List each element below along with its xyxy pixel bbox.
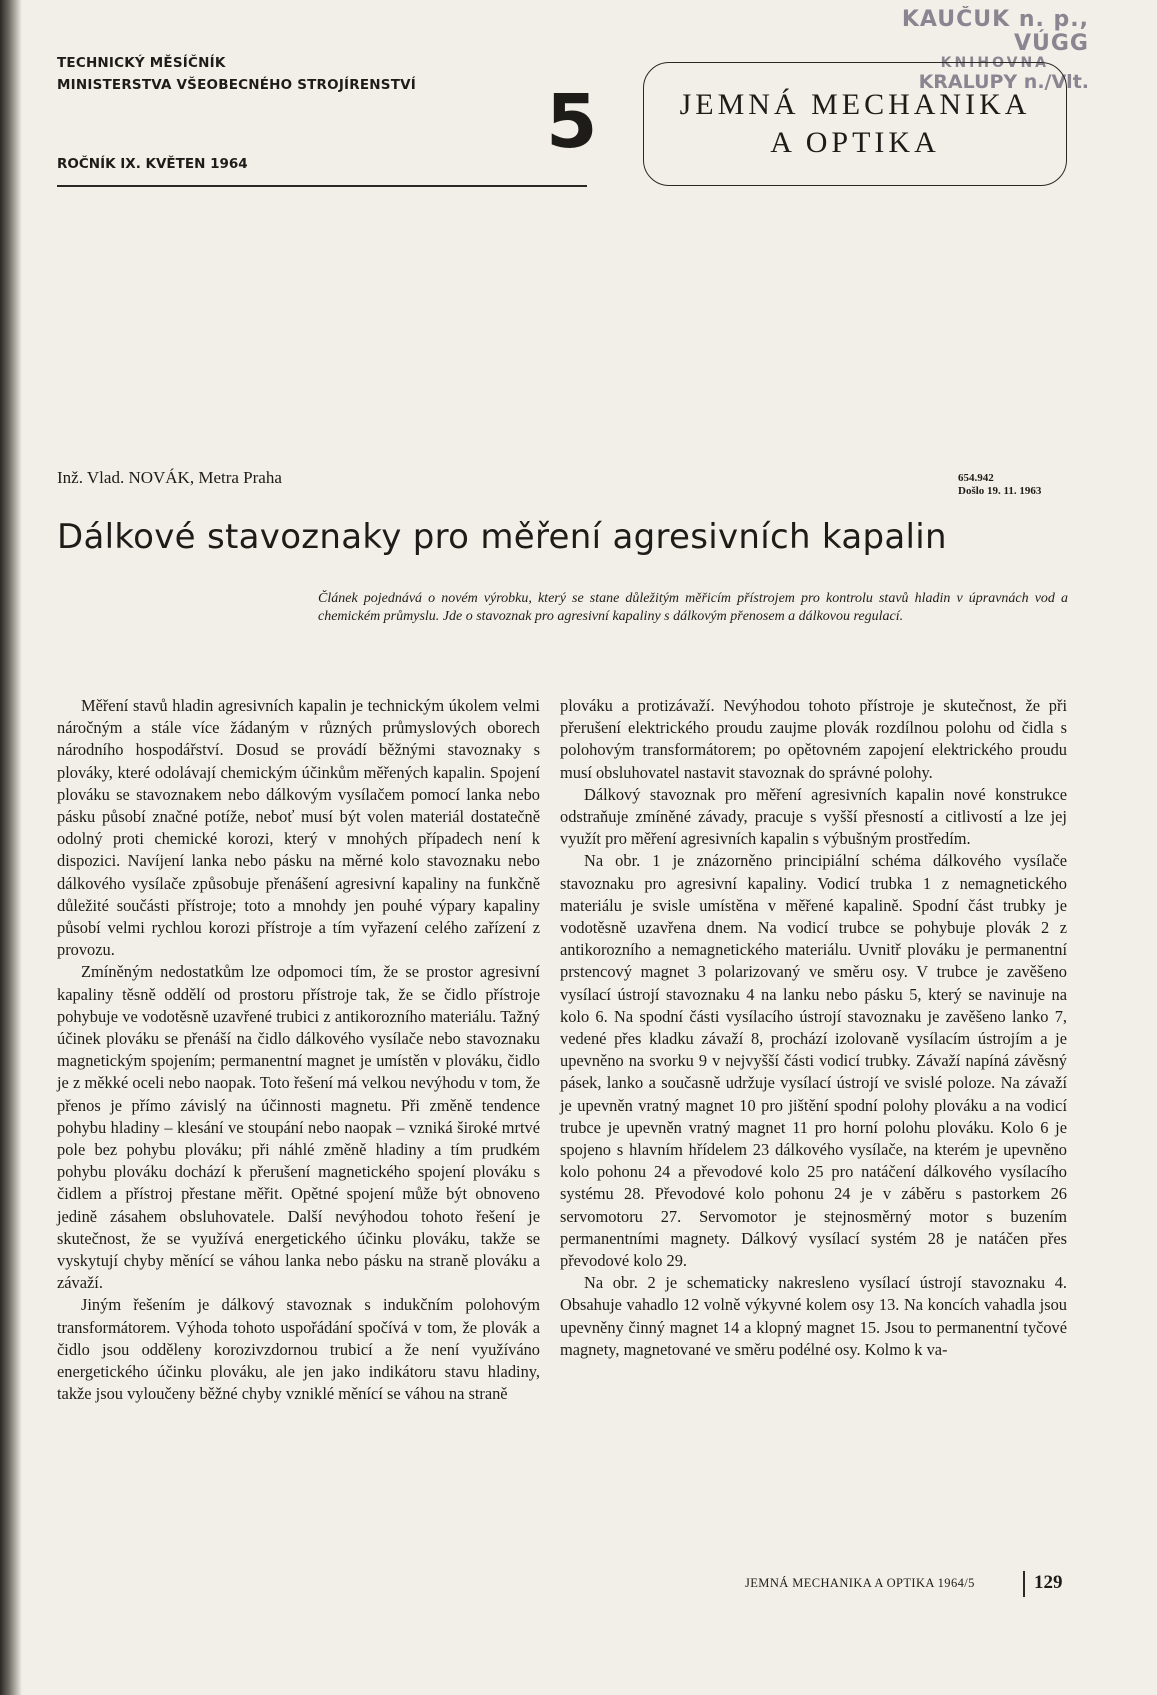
body-column-left xyxy=(57,695,540,1406)
paragraph: Měření stavů hladin agresivních kapalin je technickým úkolem velmi náročným a stále více žádaným v různých průmyslových oborech národního hospodářství. Dosud se provádí běžnými stavoznaky s plováky, které odolávají chemickým účinkům měřených kapalin. Spojení plováku se stavoznakem nebo dálkovým vysílačem pomocí lanka nebo pásku působí značné potíže, neboť musí být volen materiál dostatečně odolný proti chemické korozi, který v mnohých případech není k dispozici. Navíjení lanka nebo pásku na měrné kolo stavoznaku nebo dálkového vysílače způsobuje přenášení agresivní kapaliny na funkčně důležité součásti přístroje; toto a mnohdy jen pouhé výpary kapaliny působí velmi rychlou korozi přístroje a tím vyřazení celého zařízení z provozu. xyxy=(57,696,540,960)
article-author: Inž. Vlad. NOVÁK, Metra Praha xyxy=(57,468,282,487)
page-number: 129 xyxy=(1034,1572,1063,1593)
paragraph: Na obr. 2 je schematicky nakresleno vysílací ústrojí stavoznaku 4. Obsahuje vahadlo 12 volně výkyvné kolem osy 13. Na koncích vahadla jsou upevněny činný magnet 14 a klopný magnet 15. Jsou to permanentní tyčové magnety, magnetované ve směru podélné osy. Kolmo k va- xyxy=(560,1273,1067,1359)
paragraph: Zmíněným nedostatkům lze odpomoci tím, že se prostor agresivní kapaliny těsně oddělí od prostoru přístroje tak, že se čidlo přístroje pohybuje ve vodotěsně uzavřené trubici z antikorozního materiálu. Tažný účinek plováku se přenáší na čidlo dálkového vysílače nebo stavoznaku magnetickým spojením; permanentní magnet je umístěn v plováku, čidlo je z měkké oceli nebo naopak. Toto řešení má velkou nevýhodu v tom, že přenos je přímo závislý na účinnosti magnetu. Při změně tendence pohybu hladiny – klesání ve stoupání nebo naopak – vzniká široké mrtvé pole bez pohybu plováku; při náhlé změně hladiny a tím prudkém pohybu plováku dochází k přerušení magnetického spojení plováku s čidlem a přístroj přestane měřit. Opětné spojení může být obnoveno jedině zásahem obsluhovatele. Další nevýhodou tohoto řešení je skutečnost, že se využívá energetického účinku plováku, takže se vyskytují chyby měnící se váhou lanka nebo pásku na straně plováku a závaží. xyxy=(57,962,540,1293)
publisher-line-2: MINISTERSTVA VŠEOBECNÉHO STROJÍRENSTVÍ xyxy=(57,77,416,93)
article-meta xyxy=(958,472,1041,498)
paragraph: plováku a protizávaží. Nevýhodou tohoto přístroje je skutečnost, že při přerušení elektrického proudu zaujme plovák rozdílnou polohu od čidla s polohovým transformátorem; po opětovném zapojení elektrického proudu musí obsluhovatel nastavit stavoznak do správné polohy. xyxy=(560,696,1067,782)
paragraph: Dálkový stavoznak pro měření agresivních kapalin nové konstrukce odstraňuje zmíněné závady, pracuje s vyšší přesností a citlivostí a lze jej využít pro měření agresivních kapalin s výbušným prostředím. xyxy=(560,784,1067,849)
received-date: Došlo 19. 11. 1963 xyxy=(958,485,1042,497)
stamp-line-1: KAUČUK n. p., VÚGG xyxy=(901,7,1089,57)
journal-title-line-1: JEMNÁ MECHANIKA xyxy=(679,88,1031,121)
stamp-line-3: KRALUPY n./Vlt. xyxy=(918,70,1089,93)
body-column-right xyxy=(560,695,1067,1361)
binding-edge-shadow xyxy=(0,0,22,1695)
journal-title-line-2: A OPTIKA xyxy=(770,126,940,159)
journal-title-box xyxy=(643,62,1067,186)
publisher-block xyxy=(57,52,416,96)
paragraph: Jiným řešením je dálkový stavoznak s indukčním polohovým transformátorem. Výhoda tohoto uspořádání spočívá v tom, že plovák a čidlo jsou odděleny korozivzdornou trubicí a že není využíváno energetického účinku plováku, ale jen jako indikátoru stavu hladiny, takže jsou vyloučeny běžné chyby vzniklé měnící se váhou na straně xyxy=(57,1295,540,1404)
footer-divider xyxy=(1023,1571,1025,1597)
article-title: Dálkové stavoznaky pro měření agresivních kapalin xyxy=(57,517,947,557)
udc-code: 654.942 xyxy=(958,472,994,484)
running-footer: JEMNÁ MECHANIKA A OPTIKA 1964/5 xyxy=(745,1576,975,1590)
header-rule xyxy=(57,185,587,187)
stamp-line-2: KNIHOVNA xyxy=(940,55,1049,72)
volume-date: ROČNÍK IX. KVĚTEN 1964 xyxy=(57,156,248,172)
paragraph: Na obr. 1 je znázorněno principiální schéma dálkového vysílače stavoznaku pro agresivní kapaliny. Vodicí trubka 1 z nemagnetického materiálu je svisle umístěna v měřené kapalině. Spodní část trubky je vodotěsně uzavřena dnem. Na vodicí trubce se pohybuje plovák 2 z antikorozního a nemagnetického materiálu. Uvnitř plováku je permanentní prstencový magnet 3 polarizovaný ve směru osy. V trubce je zavěšeno vysílací ústrojí stavoznaku 4 na lanku nebo pásku 5, který se navinuje na kolo 6. Na spodní části vysílacího ústrojí stavoznaku je zavěšeno lanko 7, vedené přes kladku závaží 8, prochází izolovaně vysílacím ústrojím a je upevněno na svorku 9 v nejvyšší části vodicí trubky. Závaží napíná závěsný pásek, lanko a současně udržuje vysílací ústrojí ve svislé poloze. Na závaží je upevněn vratný magnet 10 pro jištění spodní polohy plováku a na vodicí trubce je upevněn vratný magnet 11 pro horní polohu plováku. Kolo 6 je spojeno s hlavním hřídelem 23 dálkového vysílače, na kterém je upevněno kolo pohonu 24 a převodové kolo 25 pro natáčení dálkového vysílacího systému 28. Převodové kolo pohonu 24 je v záběru s pastorkem 26 servomotoru 27. Servomotor je stejnosměrný motor s buzením permanentními magnety. Dálkový vysílací systém 28 je natáčen přes převodové kolo 29. xyxy=(560,851,1067,1271)
publisher-line-1: TECHNICKÝ MĚSÍČNÍK xyxy=(57,55,226,71)
issue-number: 5 xyxy=(546,79,598,165)
article-abstract: Článek pojednává o novém výrobku, který se stane důležitým měřicím přístrojem pro kontrolu stavů hladin v úpravnách vod a chemickém průmyslu. Jde o stavoznak pro agresivní kapaliny s dálkovým přenosem a dálkovou regulací. xyxy=(318,591,1068,624)
